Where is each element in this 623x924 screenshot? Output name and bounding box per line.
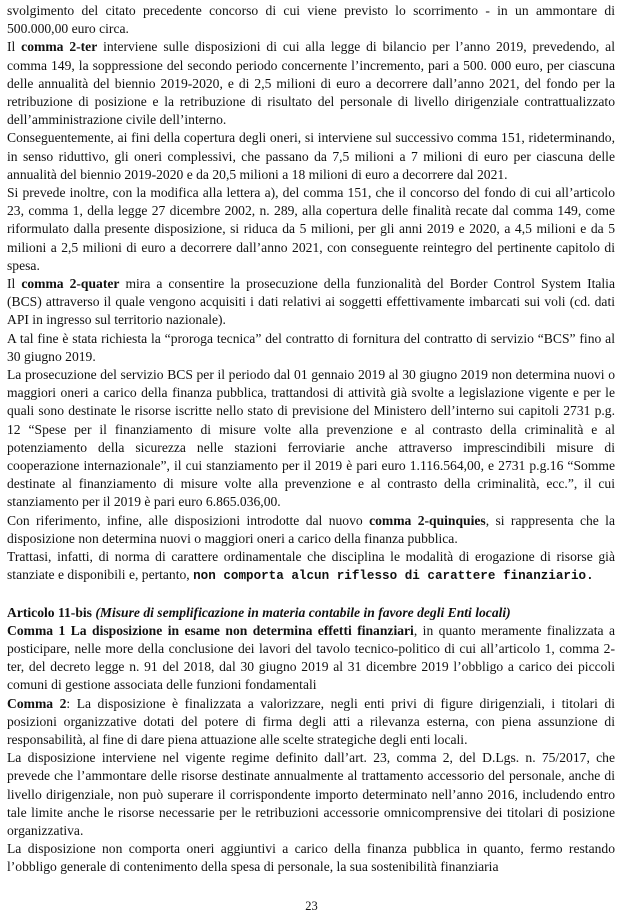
paragraph-continuation: svolgimento del citato precedente concorso di cui viene previsto lo scorrimento - in un ammontare di 500.000,00 euro circa. xyxy=(7,3,615,37)
paragraph-comma-2-quater: Il comma 2-quater mira a consentire la prosecuzione della funzionalità del Border Control System Italia (BCS) attraverso il quale vengono acquisiti i dati relativi ai soggetti effettivamente imbarcati sui voli (cd. dati API in ingresso sul territorio nazionale). xyxy=(7,276,615,328)
comma-2-quinquies-label: comma 2-quinquies xyxy=(369,512,486,528)
section-spacer xyxy=(7,586,615,604)
article-heading: Articolo 11-bis (Misure di semplificazione in materia contabile in favore degli Enti locali) xyxy=(7,604,511,620)
no-financial-impact-statement: non comporta alcun riflesso di carattere finanziario. xyxy=(193,569,594,584)
comma-2-label: Comma 2 xyxy=(7,695,67,711)
paragraph-norma-ordinamentale: Trattasi, infatti, di norma di carattere ordinamentale che disciplina le modalità di erogazione di risorse già stanziate e disponibili e, pertanto, non comporta alcun riflesso di carattere finanziario. xyxy=(7,549,615,584)
comma-2-quater-label: comma 2-quater xyxy=(21,276,120,292)
comma-2-ter-label: comma 2-ter xyxy=(21,39,98,55)
paragraph-prosecuzione-bcs: La prosecuzione del servizio BCS per il periodo dal 01 gennaio 2019 al 30 giugno 2019 non determina nuovi o maggiori oneri a carico della finanza pubblica, trattandosi di attività già svolte a legislazione vigente e per le quali sono destinate le risorse iscritte nello stato di previsione del Ministero dell’interno sui capitoli 2731 p.g. 12 “Spese per il finanziamento di misure volte alla prevenzione e al contrasto della criminalità e al potenziamento della sicurezza nelle stazioni ferroviarie anche attraverso imprescindibili misure di cooperazione internazionale”, il cui stanziamento per il 2019 è pari euro 1.116.564,00, e 2731 p.g.16 “Somme destinate al finanziamento di misure volte alla prevenzione e al contrasto della criminalità, ecc.”, il cui stanziamento per il 2019 è pari euro 6.865.036,00. xyxy=(7,367,615,510)
page-number: 23 xyxy=(305,899,318,913)
paragraph-regime-vigente: La disposizione interviene nel vigente regime definito dall’art. 23, comma 2, del D.Lgs. n. 75/2017, che prevede che l’ammontare delle risorse destinate annualmente al trattamento accessorio del personale, anche di livello dirigenziale, non può superare il corrispondente importo determinato nell’anno 2016, includendo entro tale limite anche le risorse necessarie per le retribuzioni accessorie omnicomprensive dei titolari di posizione organizzativa. xyxy=(7,750,615,838)
paragraph-copertura-oneri: Conseguentemente, ai fini della copertura degli oneri, si interviene sul successivo comma 151, rideterminando, in senso riduttivo, gli oneri complessivi, che passano da 7,5 milioni a 7 milioni di euro per ciascuna delle annualità del biennio 2019-2020 e da 20,5 milioni a 18 milioni di euro a decorrere dal 2021. xyxy=(7,130,615,182)
paragraph-comma-1: Comma 1 La disposizione in esame non determina effetti finanziari, in quanto meramente finalizzata a posticipare, nelle more della conclusione dei lavori del tavolo tecnico-politico di cui all’articolo 1, comma 2-ter, del decreto legge n. 91 del 2018, dal 30 giugno 2019 al 31 dicembre 2019 l’obbligo a carico dei piccoli comuni di gestione associata delle funzioni fondamentali xyxy=(7,622,615,693)
paragraph-comma-2: Comma 2: La disposizione è finalizzata a valorizzare, negli enti privi di figure dirigenziali, i titolari di posizioni organizzative dotati del potere di firma degli atti a rilevanza esterna, con piena assunzione di responsabilità, al fine di dare piena attuazione alle scelte strategiche degli enti locali. xyxy=(7,695,615,747)
paragraph-modifica-lettera-a: Si prevede inoltre, con la modifica alla lettera a), del comma 151, che il concorso del fondo di cui all’articolo 23, comma 1, della legge 27 dicembre 2002, n. 289, alla copertura delle finalità recate dal comma 149, come riformulato dalla presente disposizione, si riduca da 5 milioni, per gli anni 2019 e 2020, a 4,5 milioni e da 5 milioni a 2,5 milioni di euro a decorrere dall’anno 2021, con conseguente reintegro del pertinente capitolo di spesa. xyxy=(7,185,615,273)
comma-1-label: Comma 1 La disposizione in esame non determina effetti finanziari xyxy=(7,622,414,638)
paragraph-proroga-tecnica: A tal fine è stata richiesta la “proroga tecnica” del contratto di fornitura del contratto di servizio “BCS” fino al 30 giugno 2019. xyxy=(7,330,615,364)
paragraph-oneri-aggiuntivi: La disposizione non comporta oneri aggiuntivi a carico della finanza pubblica in quanto, fermo restando l’obbligo generale di contenimento della spesa di personale, la sua sostenibilità finanziaria xyxy=(7,841,615,875)
paragraph-comma-2-ter: Il comma 2-ter interviene sulle disposizioni di cui alla legge di bilancio per l’anno 2019, prevedendo, al comma 149, la soppressione del secondo periodo concernente l’incremento, pari a 500. 000 euro, per ciascuna delle annualità del biennio 2019-2020, e di 2,5 milioni di euro a decorrere dall’anno 2021, del fondo per la retribuzione di posizione e la retribuzione di risultato del personale di livello dirigenziale contrattualizzato dell’amministrazione civile dell’interno. xyxy=(7,39,615,128)
paragraph-comma-2-quinquies: Con riferimento, infine, alle disposizioni introdotte dal nuovo comma 2-quinquies, si rappresenta che la disposizione non determina nuovi o maggiori oneri a carico della finanza pubblica. xyxy=(7,512,615,546)
document-body xyxy=(7,2,615,877)
